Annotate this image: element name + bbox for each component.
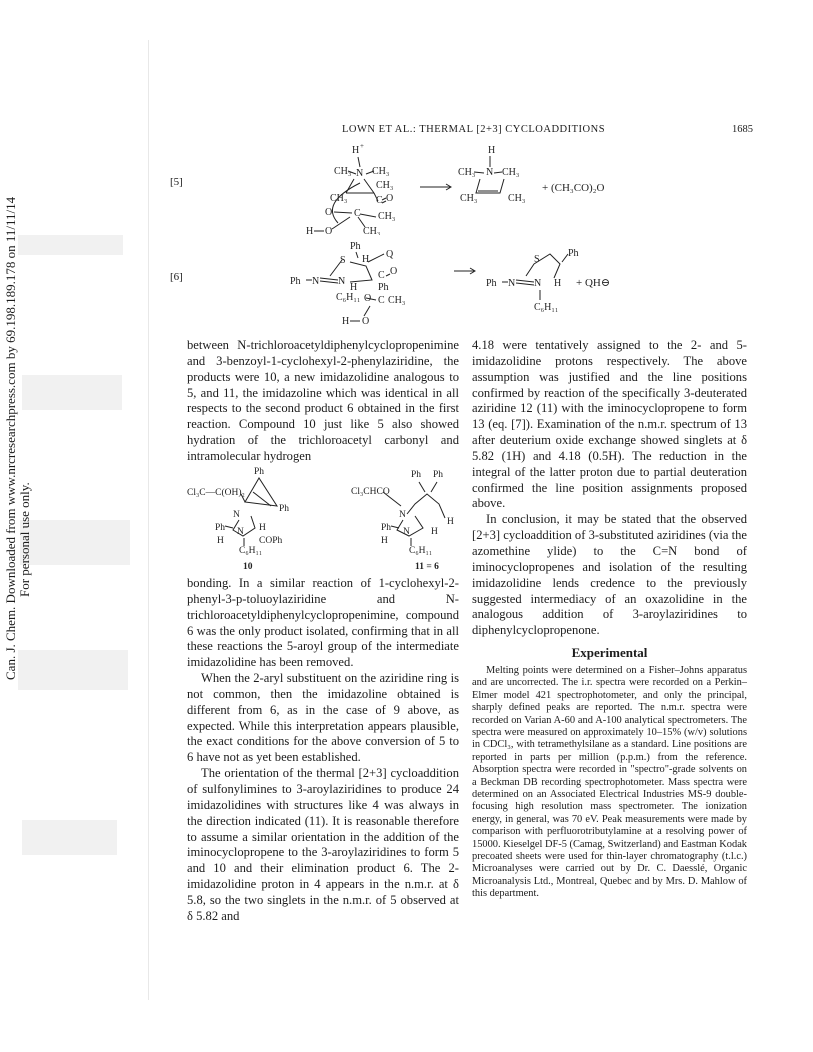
- watermark-line-1: Can. J. Chem. Downloaded from www.nrcresearchpress.com by 69.198.189.178 on 11/11/14: [3, 196, 18, 680]
- svg-text:CH₃: CH₃: [372, 166, 390, 177]
- svg-text:Q: Q: [386, 249, 394, 260]
- svg-text:O: O: [390, 266, 398, 277]
- svg-text:N: N: [508, 278, 516, 289]
- svg-text:C₆H₁₁: C₆H₁₁: [336, 292, 361, 303]
- watermark-line-2: For personal use only.: [17, 482, 32, 597]
- eq5-byproduct: + (CH₃CO)₂O: [542, 182, 605, 194]
- structure-figure-10-11: [187, 464, 459, 574]
- svg-text:Ph: Ph: [290, 276, 301, 287]
- svg-text:Ph: Ph: [381, 523, 392, 533]
- svg-text:CH₃: CH₃: [508, 193, 526, 204]
- svg-text:H: H: [350, 282, 358, 293]
- paragraph: Melting points were determined on a Fisher–Johns apparatus and are uncorrected. The i.r. spectra were recorded on a Perkin–Elmer model 421 spectrophotometer, and only the principal, sharply defined peaks are reported. The n.m.r. spectra were recorded on Varian A-60 and A-100 analytical spectrometers. The spectra were measured on approximately 10–15% (w/v) solutions in CDCl₃, with tetramethylsilane as a standard. Line positions are reported in parts per million (p.p.m.) from the reference. Absorption spectra were recorded in "spectro"-grade solvents on a Beckman DB recording spectrophotometer. Mass spectra were determined on an Associated Electrical Industries MS-9 double-focusing high resolution mass spectrometer. The ionization energy, in general, was 70 eV. Peak measurements were made by comparison with perfluorotributylamine at a resolving power of 15000. Kieselgel DF-5 (Camag, Switzerland) and Eastman Kodak precoated sheets were used for thin-layer chromatography (t.l.c.) Microanalyses were carried out by Dr. C. Daesslé, Organic Microanalysis Ltd., Montreal, Quebec and by Mrs. D. Mahlow of this department.: [472, 664, 747, 900]
- svg-text:N: N: [312, 276, 320, 287]
- scheme-equation-5: [290, 143, 630, 235]
- svg-text:CH₃: CH₃: [330, 193, 348, 204]
- section-heading: Experimental: [571, 645, 648, 661]
- svg-text:C: C: [378, 270, 385, 281]
- right-column: [472, 338, 747, 901]
- svg-text:+: +: [360, 143, 364, 150]
- svg-text:N: N: [534, 278, 542, 289]
- svg-text:N: N: [399, 510, 406, 520]
- svg-text:Ph: Ph: [350, 241, 361, 252]
- svg-text:Ph: Ph: [279, 504, 290, 514]
- svg-text:C: C: [378, 295, 385, 306]
- paragraph: bonding. In a similar reaction of 1-cyclohexyl-2-phenyl-3-p-toluoylaziridine and N-trichloroacetyldiphenylcyclopropenimine, compound 6 was the only product isolated, confirming that in all these reactions the 5-aroyl group of the intermediate imidazolidine has been removed.: [187, 576, 459, 670]
- paragraph: The orientation of the thermal [2+3] cycloaddition of sulfonylimines to 3-aroylaziridines to produce 24 imidazolidines with structures like 4 was always in the direction indicated (11). It is reasonable therefore to assume a similar orientation in the addition of the iminocyclopropene to the 3-aroylaziridines to form 5 and 10 and their elimination product 6. The 2-imidazolidine proton in 4 appears in the n.m.r. at δ 5.8, so the two singlets in the n.m.r. of 5 observed at δ 5.82 and: [187, 766, 459, 923]
- svg-text:CH₃: CH₃: [378, 211, 396, 222]
- paragraph: In conclusion, it may be stated that the observed [2+3] cycloaddition of 3-substituted aziridines (via the azomethine ylide) to the C=N bond of iminocyclopropenes and isolation of the resulting imidazolidine lends credence to the previously suggested intermediacy of an oxazolidine in the analogous addition of 3-aroylaziridines to diphenylcyclopropenone.: [472, 512, 747, 638]
- paragraph: 4.18 were tentatively assigned to the 2- and 5-imidazolidine protons respectively. The above assumption was justified and the line positions confirmed by reaction of the specifically 3-deuterated aziridine 12 (11) with the iminocyclopropene to form 13 (eq. [7]). Examination of the n.m.r. spectrum of 13 after deuterium oxide exchange showed singlets at δ 5.82 (1H) and 4.18 (0.5H). The reduction in the integral of the latter proton due to partial deuteration confirmed the line position assignments proposed above.: [472, 338, 747, 511]
- svg-text:H: H: [381, 536, 388, 546]
- svg-text:CH₃: CH₃: [460, 193, 478, 204]
- svg-text:O: O: [364, 293, 372, 304]
- svg-text:Ph: Ph: [486, 278, 497, 289]
- svg-text:C₆H₁₁: C₆H₁₁: [534, 302, 559, 313]
- svg-text:H: H: [306, 226, 314, 235]
- compound-11-label: 11 = 6: [415, 562, 439, 572]
- svg-text:CH₃: CH₃: [363, 226, 381, 235]
- left-column-bottom: [187, 576, 459, 925]
- running-title: LOWN ET AL.: THERMAL [2+3] CYCLOADDITIONS: [342, 124, 606, 135]
- svg-text:H: H: [431, 527, 438, 537]
- svg-text:C₆H₁₁: C₆H₁₁: [239, 546, 263, 556]
- svg-text:Ph: Ph: [411, 470, 422, 480]
- svg-text:CH₃: CH₃: [334, 166, 352, 177]
- scheme-equation-6: [290, 238, 630, 330]
- svg-text:CH₃: CH₃: [376, 180, 394, 191]
- svg-text:N: N: [237, 527, 244, 537]
- equation-label: [6]: [170, 271, 183, 283]
- svg-text:O: O: [325, 226, 333, 235]
- svg-text:O: O: [362, 316, 370, 327]
- scan-noise: [18, 650, 128, 690]
- svg-text:N: N: [356, 168, 364, 179]
- scan-noise: [22, 820, 117, 855]
- svg-text:O: O: [386, 193, 394, 204]
- svg-text:Ph: Ph: [378, 282, 389, 293]
- svg-text:CH₃: CH₃: [458, 167, 476, 178]
- svg-text:CH₃: CH₃: [388, 295, 406, 306]
- svg-text:H: H: [259, 523, 266, 533]
- svg-text:C₆H₁₁: C₆H₁₁: [409, 546, 433, 556]
- paragraph: between N-trichloroacetyldiphenylcyclopropenimine and 3-benzoyl-1-cyclohexyl-2-phenylaziridine, the products were 10, a new imidazolidine analogous to 5, and 11, the imidazoline which was identical in all respects to the second product 6 obtained in the first reaction. Compound 10 just like 5 also showed hydration of the trichloroacetyl carbonyl and intramolecular hydrogen: [187, 338, 459, 463]
- svg-text:H: H: [554, 278, 562, 289]
- svg-text:H: H: [488, 145, 496, 156]
- svg-text:C: C: [376, 195, 383, 206]
- compound-10-label: 10: [243, 562, 253, 572]
- svg-text:Cl₃CHCO: Cl₃CHCO: [351, 487, 390, 497]
- svg-text:CH₃: CH₃: [502, 167, 520, 178]
- scan-edge-line: [148, 40, 149, 1000]
- paragraph: When the 2-aryl substituent on the aziridine ring is not common, then the imidazoline obtained is different from 6, as in the case of 9 above, as expected. While this interpretation appears plausible, the exact conditions for the above conversion of 5 to 6 have not as yet been established.: [187, 671, 459, 765]
- svg-text:Cl₃C—C(OH)₂: Cl₃C—C(OH)₂: [187, 488, 245, 498]
- svg-text:Ph: Ph: [215, 523, 226, 533]
- page-number: 1685: [732, 124, 753, 135]
- svg-text:H: H: [217, 536, 224, 546]
- download-watermark: [2, 196, 32, 680]
- scan-noise: [20, 520, 130, 565]
- svg-text:H: H: [447, 517, 454, 527]
- equation-label: [5]: [170, 176, 183, 188]
- svg-text:N: N: [233, 510, 240, 520]
- svg-text:H: H: [352, 145, 360, 156]
- eq6-byproduct: + QH⊖: [576, 277, 611, 289]
- svg-text:Ph: Ph: [568, 248, 579, 259]
- svg-text:S: S: [340, 255, 346, 266]
- svg-text:S: S: [534, 254, 540, 265]
- svg-text:C: C: [354, 208, 361, 219]
- svg-text:COPh: COPh: [259, 536, 283, 546]
- scan-noise: [18, 235, 123, 255]
- svg-text:O: O: [325, 207, 333, 218]
- svg-text:H: H: [342, 316, 350, 327]
- svg-text:Ph: Ph: [254, 467, 265, 477]
- svg-text:Ph: Ph: [433, 470, 444, 480]
- svg-text:N: N: [403, 527, 410, 537]
- svg-text:H: H: [362, 254, 370, 265]
- svg-text:N: N: [486, 167, 494, 178]
- svg-text:N: N: [338, 276, 346, 287]
- left-column-top: [187, 338, 459, 465]
- scan-noise: [22, 375, 122, 410]
